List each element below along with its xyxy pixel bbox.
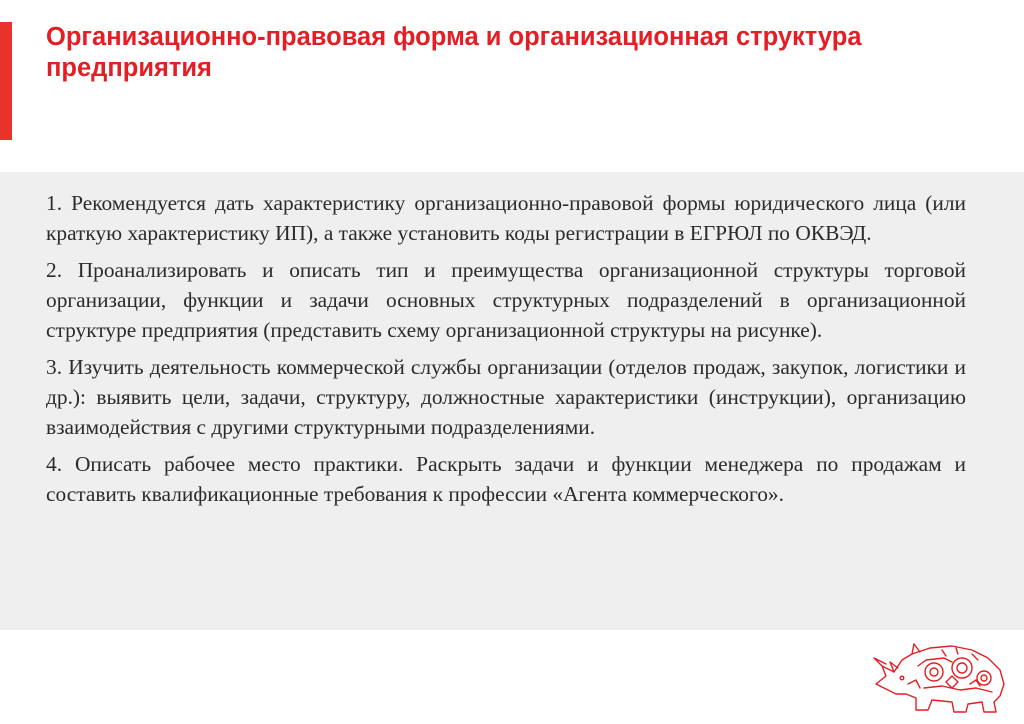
list-item-3: 3. Изучить деятельность коммерческой службы организации (отделов продаж, закупок, логистики и др.): выявить цели, задачи, структуру, должностные характеристики (инструкции), организацию взаимодействия с другими структурными подразделениями. (46, 355, 966, 439)
list-item-1: 1. Рекомендуется дать характеристику организационно-правовой формы юридического лица (или краткую характеристику ИП), а также установить коды регистрации в ЕГРЮЛ по ОКВЭД. (46, 191, 966, 245)
list-item-2: 2. Проанализировать и описать тип и преимущества организационной структуры торговой организации, функции и задачи основных структурных подразделений в организационной структуре предприятия (представить схему организационной структуры на рисунке). (46, 258, 966, 342)
accent-bar (0, 22, 12, 140)
slide-title: Организационно-правовая форма и организационная структура предприятия (46, 23, 862, 82)
list-item-4: 4. Описать рабочее место практики. Раскрыть задачи и функции менеджера по продажам и составить квалификационные требования к профессии «Агента коммерческого». (46, 452, 966, 506)
content-list (46, 188, 966, 516)
rhino-logo-icon (872, 636, 1012, 716)
